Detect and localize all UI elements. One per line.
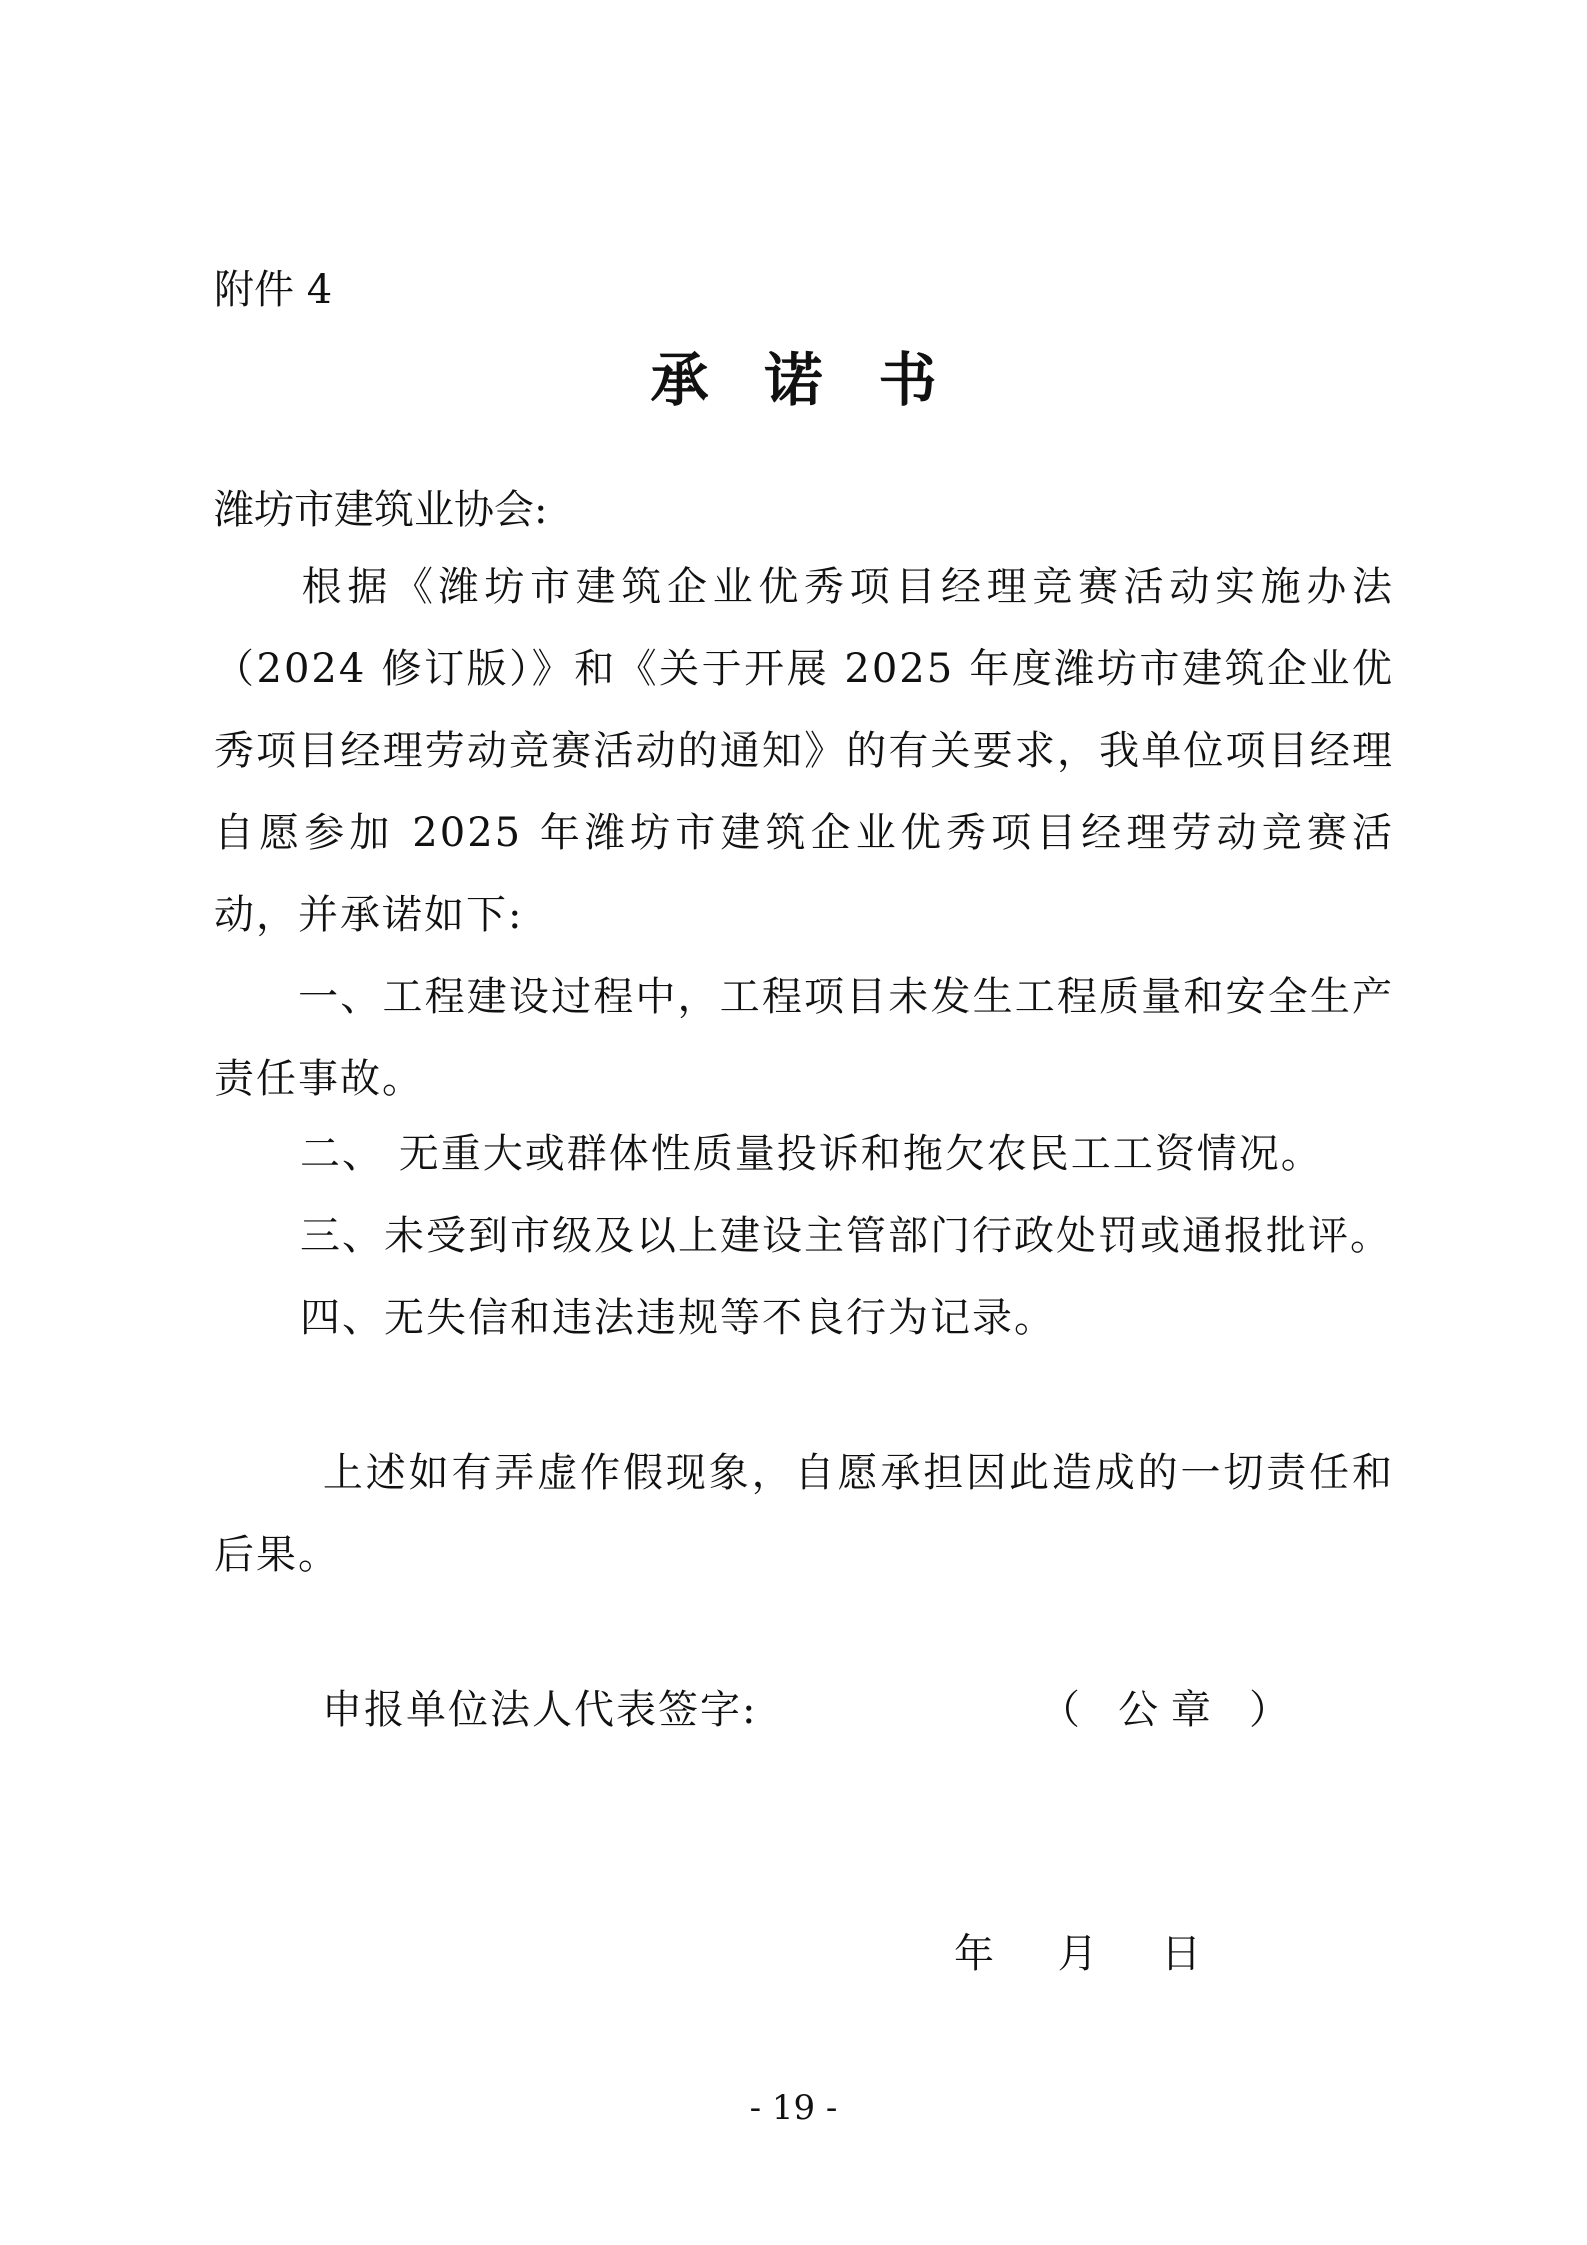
seal-placeholder: （ 公 章 ） (1040, 1687, 1290, 1733)
commitment-item-2: 二、 无重大或群体性质量投诉和拖欠农民工工资情况。 (300, 1131, 1323, 1177)
attachment-label: 附件 4 (214, 267, 333, 313)
commitment-item-1 (214, 956, 1394, 1120)
commitment-item-3: 三、未受到市级及以上建设主管部门行政处罚或通报批评。 (300, 1213, 1392, 1259)
closing-paragraph-text: 上述如有弄虚作假现象，自愿承担因此造成的一切责任和后果。 (214, 1450, 1394, 1578)
date-line: 年 月 日 (954, 1931, 1202, 1977)
closing-paragraph (214, 1432, 1394, 1596)
commitment-item-1-text: 一、工程建设过程中，工程项目未发生工程质量和安全生产责任事故。 (214, 974, 1394, 1102)
signature-label: 申报单位法人代表签字: (322, 1687, 758, 1733)
addressee: 潍坊市建筑业协会: (214, 487, 548, 533)
commitment-item-4: 四、无失信和违法违规等不良行为记录。 (300, 1295, 1056, 1341)
page-title: 承诺书 (650, 346, 993, 414)
main-paragraph-text: 根据《潍坊市建筑企业优秀项目经理竞赛活动实施办法（2024 修订版）》和《关于开展 2025 年度潍坊市建筑企业优秀项目经理劳动竞赛活动的通知》的有关要求，我单位项目经理自愿参加 2025 年潍坊市建筑企业优秀项目经理劳动竞赛活动，并承诺如下: (214, 564, 1394, 938)
page-number: - 19 - (749, 2088, 838, 2128)
main-paragraph (214, 546, 1394, 956)
